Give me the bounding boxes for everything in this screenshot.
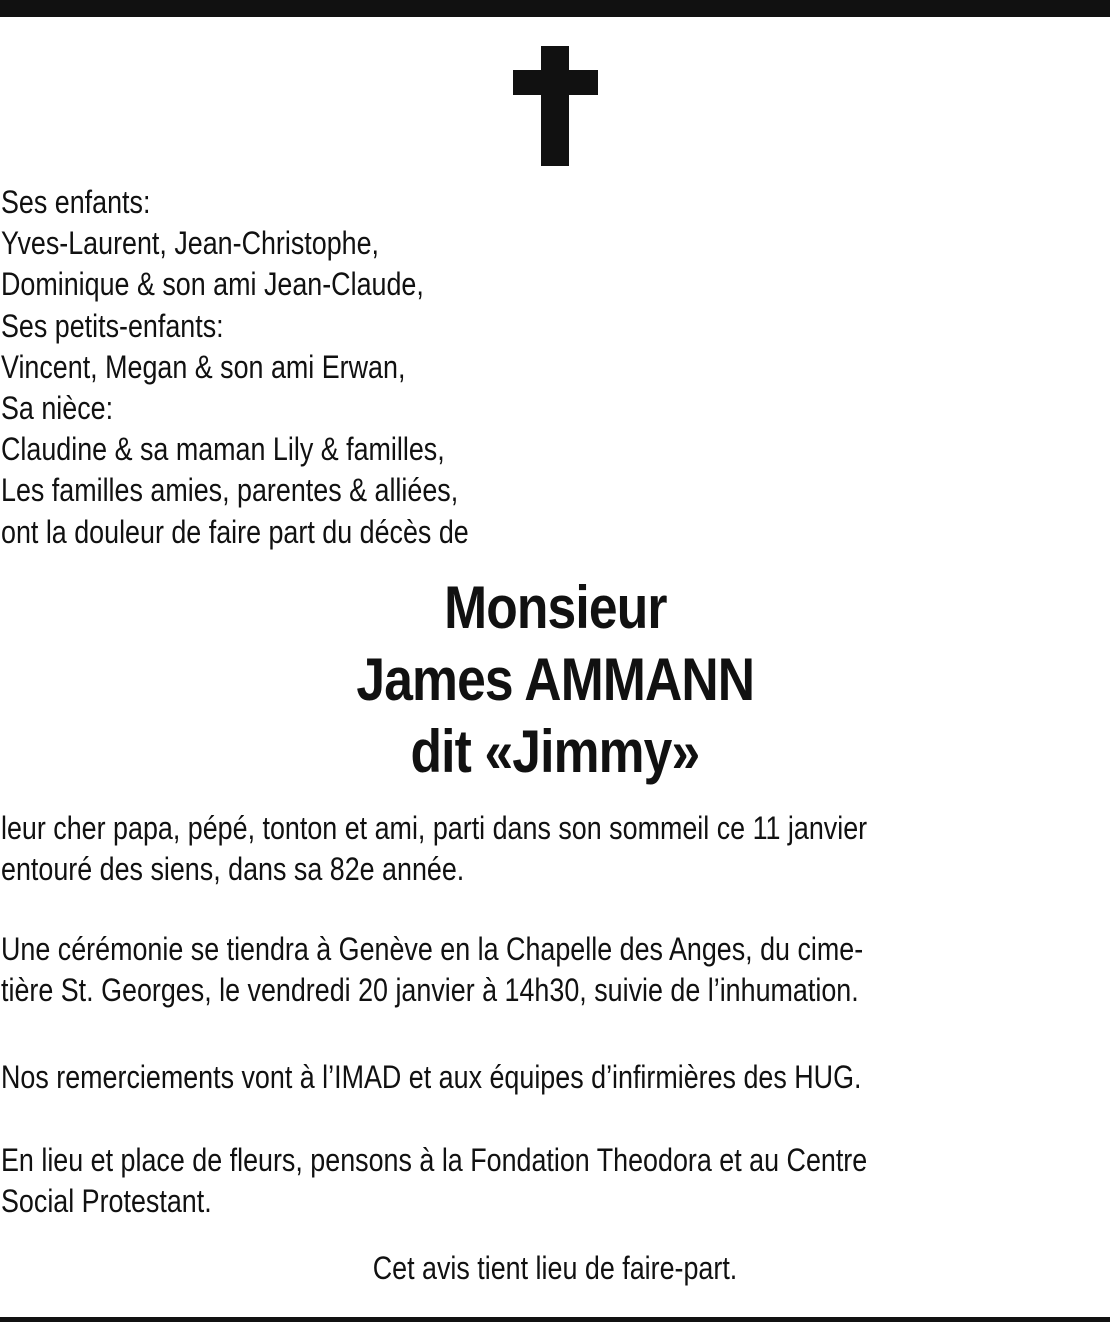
- bottom-border: [0, 1317, 1110, 1322]
- paragraph-line: entouré des siens, dans sa 82e année.: [1, 851, 465, 887]
- top-border: [0, 0, 1110, 17]
- paragraph-line: tière St. Georges, le vendredi 20 janvier à 14h30, suivie de l’inhumation.: [1, 972, 859, 1008]
- family-line: Les familles amies, parentes & alliées,: [1, 472, 459, 509]
- family-list: [1, 182, 1101, 553]
- deceased-nickname: dit «Jimmy»: [410, 718, 700, 785]
- family-line: Ses petits-enfants:: [1, 307, 224, 344]
- family-line: Ses enfants:: [1, 184, 151, 220]
- paragraph-ceremony: [1, 929, 1109, 1011]
- paragraph-line: Nos remerciements vont à l’IMAD et aux équipes d’infirmières des HUG.: [1, 1059, 862, 1095]
- closing-note: Cet avis tient lieu de faire-part.: [372, 1250, 738, 1286]
- deceased-title: Monsieur: [443, 574, 667, 641]
- family-line: Vincent, Megan & son ami Erwan,: [1, 348, 406, 385]
- family-line: Sa nièce:: [1, 389, 114, 426]
- paragraph-announcement: [1, 808, 1109, 890]
- family-line: Dominique & son ami Jean-Claude,: [1, 266, 424, 303]
- paragraph-donations: [1, 1140, 1109, 1222]
- family-line: ont la douleur de faire part du décès de: [1, 513, 469, 550]
- paragraph-line: En lieu et place de fleurs, pensons à la Fondation Theodora et au Centre: [1, 1142, 868, 1178]
- family-line: Claudine & sa maman Lily & familles,: [1, 431, 445, 468]
- paragraph-line: Une cérémonie se tiendra à Genève en la Chapelle des Anges, du cime-: [1, 931, 864, 967]
- family-line: Yves-Laurent, Jean-Christophe,: [1, 225, 380, 262]
- deceased-name: James AMMANN: [356, 646, 754, 713]
- deceased-name-block: [0, 572, 1110, 788]
- paragraph-thanks: [1, 1057, 1109, 1098]
- paragraph-line: leur cher papa, pépé, tonton et ami, parti dans son sommeil ce 11 janvier: [1, 810, 868, 846]
- cross-icon: [513, 46, 598, 166]
- paragraph-line: Social Protestant.: [1, 1183, 212, 1219]
